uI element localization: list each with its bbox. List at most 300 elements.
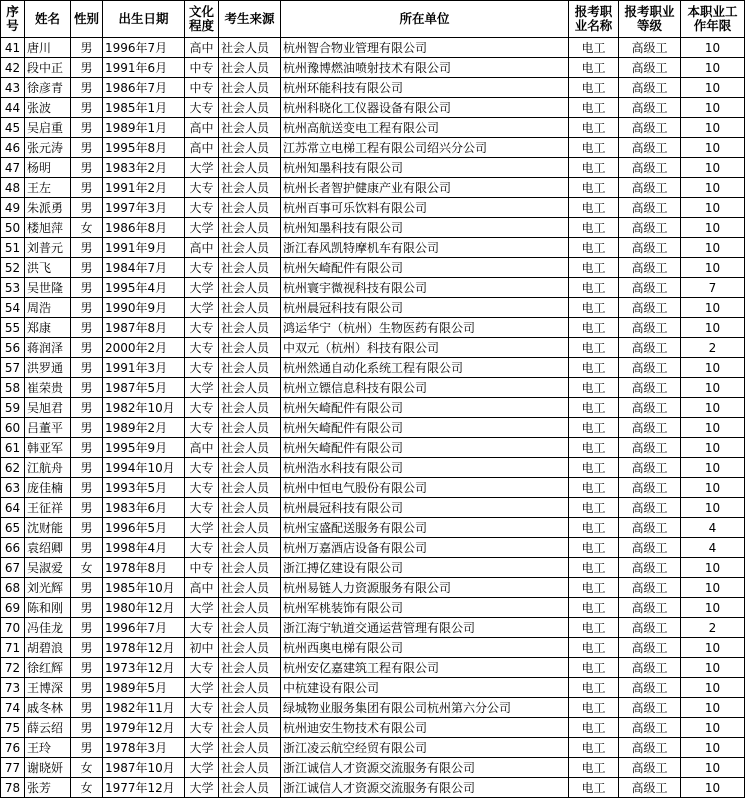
cell-name: 徐红辉 — [25, 658, 71, 678]
cell-gender: 男 — [71, 258, 103, 278]
cell-education: 高中 — [185, 438, 219, 458]
cell-birth: 1978年8月 — [103, 558, 185, 578]
cell-birth: 1978年3月 — [103, 738, 185, 758]
cell-education: 高中 — [185, 138, 219, 158]
cell-name: 刘光辉 — [25, 578, 71, 598]
header-row — [1, 1, 745, 38]
cell-employer: 杭州然通自动化系统工程有限公司 — [281, 358, 569, 378]
cell-years: 10 — [681, 558, 745, 578]
cell-employer: 杭州矢崎配件有限公司 — [281, 418, 569, 438]
cell-education: 大学 — [185, 158, 219, 178]
cell-birth: 1985年1月 — [103, 98, 185, 118]
cell-source: 社会人员 — [219, 278, 281, 298]
cell-level: 高级工 — [619, 738, 681, 758]
cell-level: 高级工 — [619, 638, 681, 658]
table-row — [1, 258, 745, 278]
cell-occupation: 电工 — [569, 518, 619, 538]
cell-name: 郑康 — [25, 318, 71, 338]
cell-source: 社会人员 — [219, 198, 281, 218]
cell-birth: 1987年10月 — [103, 758, 185, 778]
cell-occupation: 电工 — [569, 138, 619, 158]
cell-education: 初中 — [185, 638, 219, 658]
cell-level: 高级工 — [619, 678, 681, 698]
table-row — [1, 218, 745, 238]
cell-name: 冯佳龙 — [25, 618, 71, 638]
cell-years: 10 — [681, 698, 745, 718]
cell-level: 高级工 — [619, 38, 681, 58]
cell-employer: 杭州矢崎配件有限公司 — [281, 438, 569, 458]
cell-birth: 1982年10月 — [103, 398, 185, 418]
cell-seq: 46 — [1, 138, 25, 158]
cell-years: 10 — [681, 638, 745, 658]
cell-years: 7 — [681, 278, 745, 298]
cell-employer: 杭州豫博燃油喷射技术有限公司 — [281, 58, 569, 78]
cell-years: 10 — [681, 58, 745, 78]
table-row — [1, 118, 745, 138]
table-row — [1, 418, 745, 438]
cell-name: 洪飞 — [25, 258, 71, 278]
table-row — [1, 158, 745, 178]
cell-seq: 73 — [1, 678, 25, 698]
cell-employer: 浙江诚信人才资源交流服务有限公司 — [281, 778, 569, 798]
cell-name: 段中正 — [25, 58, 71, 78]
cell-seq: 65 — [1, 518, 25, 538]
cell-education: 大专 — [185, 358, 219, 378]
cell-name: 袁绍卿 — [25, 538, 71, 558]
cell-seq: 70 — [1, 618, 25, 638]
cell-education: 大专 — [185, 418, 219, 438]
cell-birth: 1997年3月 — [103, 198, 185, 218]
cell-birth: 1987年5月 — [103, 378, 185, 398]
cell-name: 庞佳楠 — [25, 478, 71, 498]
cell-birth: 1978年12月 — [103, 638, 185, 658]
cell-source: 社会人员 — [219, 658, 281, 678]
cell-birth: 1991年3月 — [103, 358, 185, 378]
cell-years: 10 — [681, 678, 745, 698]
cell-gender: 男 — [71, 658, 103, 678]
cell-occupation: 电工 — [569, 158, 619, 178]
cell-seq: 58 — [1, 378, 25, 398]
cell-name: 胡碧浪 — [25, 638, 71, 658]
cell-occupation: 电工 — [569, 598, 619, 618]
cell-education: 大学 — [185, 738, 219, 758]
cell-level: 高级工 — [619, 698, 681, 718]
cell-source: 社会人员 — [219, 578, 281, 598]
cell-name: 张元涛 — [25, 138, 71, 158]
cell-name: 崔荣贵 — [25, 378, 71, 398]
cell-gender: 男 — [71, 518, 103, 538]
cell-gender: 女 — [71, 758, 103, 778]
cell-level: 高级工 — [619, 98, 681, 118]
cell-years: 10 — [681, 498, 745, 518]
col-header-source: 考生来源 — [219, 1, 281, 38]
cell-employer: 杭州军桃装饰有限公司 — [281, 598, 569, 618]
cell-gender: 男 — [71, 618, 103, 638]
cell-birth: 1994年10月 — [103, 458, 185, 478]
cell-years: 10 — [681, 378, 745, 398]
cell-birth: 1983年6月 — [103, 498, 185, 518]
table-row — [1, 738, 745, 758]
cell-years: 4 — [681, 518, 745, 538]
cell-seq: 60 — [1, 418, 25, 438]
cell-seq: 56 — [1, 338, 25, 358]
cell-years: 10 — [681, 258, 745, 278]
cell-employer: 浙江凌云航空经贸有限公司 — [281, 738, 569, 758]
cell-employer: 浙江搏亿建设有限公司 — [281, 558, 569, 578]
cell-employer: 杭州易链人力资源服务有限公司 — [281, 578, 569, 598]
cell-education: 大专 — [185, 478, 219, 498]
cell-education: 中专 — [185, 58, 219, 78]
cell-gender: 男 — [71, 138, 103, 158]
cell-name: 吴淑爱 — [25, 558, 71, 578]
cell-level: 高级工 — [619, 378, 681, 398]
col-header-birth: 出生日期 — [103, 1, 185, 38]
cell-name: 杨明 — [25, 158, 71, 178]
cell-name: 张芳 — [25, 778, 71, 798]
cell-years: 10 — [681, 38, 745, 58]
cell-source: 社会人员 — [219, 38, 281, 58]
cell-birth: 1989年1月 — [103, 118, 185, 138]
cell-occupation: 电工 — [569, 298, 619, 318]
cell-education: 大学 — [185, 218, 219, 238]
table-row — [1, 638, 745, 658]
cell-birth: 1980年12月 — [103, 598, 185, 618]
cell-occupation: 电工 — [569, 578, 619, 598]
table-row — [1, 338, 745, 358]
cell-education: 大学 — [185, 598, 219, 618]
cell-years: 10 — [681, 718, 745, 738]
cell-gender: 男 — [71, 578, 103, 598]
cell-source: 社会人员 — [219, 398, 281, 418]
table-row — [1, 658, 745, 678]
cell-level: 高级工 — [619, 398, 681, 418]
cell-source: 社会人员 — [219, 718, 281, 738]
cell-occupation: 电工 — [569, 318, 619, 338]
cell-source: 社会人员 — [219, 478, 281, 498]
cell-years: 4 — [681, 538, 745, 558]
cell-gender: 男 — [71, 698, 103, 718]
cell-gender: 男 — [71, 358, 103, 378]
cell-source: 社会人员 — [219, 78, 281, 98]
cell-gender: 男 — [71, 198, 103, 218]
cell-gender: 男 — [71, 738, 103, 758]
cell-education: 大专 — [185, 178, 219, 198]
table-row — [1, 778, 745, 798]
cell-source: 社会人员 — [219, 138, 281, 158]
cell-level: 高级工 — [619, 138, 681, 158]
cell-birth: 1984年7月 — [103, 258, 185, 278]
cell-birth: 1991年9月 — [103, 238, 185, 258]
cell-occupation: 电工 — [569, 418, 619, 438]
cell-education: 大专 — [185, 698, 219, 718]
cell-years: 10 — [681, 758, 745, 778]
cell-source: 社会人员 — [219, 738, 281, 758]
cell-birth: 1986年8月 — [103, 218, 185, 238]
cell-source: 社会人员 — [219, 638, 281, 658]
cell-source: 社会人员 — [219, 158, 281, 178]
table-body — [1, 38, 745, 798]
table-row — [1, 718, 745, 738]
cell-gender: 男 — [71, 538, 103, 558]
cell-source: 社会人员 — [219, 598, 281, 618]
cell-gender: 男 — [71, 98, 103, 118]
cell-birth: 1983年2月 — [103, 158, 185, 178]
cell-employer: 杭州环能科技有限公司 — [281, 78, 569, 98]
cell-seq: 63 — [1, 478, 25, 498]
cell-source: 社会人员 — [219, 178, 281, 198]
cell-source: 社会人员 — [219, 758, 281, 778]
cell-gender: 男 — [71, 158, 103, 178]
cell-gender: 男 — [71, 418, 103, 438]
cell-source: 社会人员 — [219, 418, 281, 438]
cell-education: 高中 — [185, 578, 219, 598]
cell-employer: 杭州矢崎配件有限公司 — [281, 398, 569, 418]
cell-education: 高中 — [185, 238, 219, 258]
cell-seq: 76 — [1, 738, 25, 758]
cell-education: 大专 — [185, 198, 219, 218]
cell-source: 社会人员 — [219, 498, 281, 518]
cell-occupation: 电工 — [569, 778, 619, 798]
cell-birth: 1977年12月 — [103, 778, 185, 798]
cell-birth: 1973年12月 — [103, 658, 185, 678]
cell-education: 大学 — [185, 778, 219, 798]
table-row — [1, 758, 745, 778]
cell-occupation: 电工 — [569, 58, 619, 78]
cell-years: 10 — [681, 438, 745, 458]
cell-seq: 48 — [1, 178, 25, 198]
cell-employer: 杭州高航送变电工程有限公司 — [281, 118, 569, 138]
cell-level: 高级工 — [619, 598, 681, 618]
cell-level: 高级工 — [619, 618, 681, 638]
cell-seq: 71 — [1, 638, 25, 658]
cell-gender: 男 — [71, 498, 103, 518]
cell-source: 社会人员 — [219, 678, 281, 698]
cell-years: 10 — [681, 138, 745, 158]
cell-level: 高级工 — [619, 558, 681, 578]
cell-birth: 1982年11月 — [103, 698, 185, 718]
cell-employer: 杭州中恒电气股份有限公司 — [281, 478, 569, 498]
cell-employer: 杭州安亿嘉建筑工程有限公司 — [281, 658, 569, 678]
cell-name: 王博深 — [25, 678, 71, 698]
cell-education: 大专 — [185, 458, 219, 478]
cell-education: 大学 — [185, 278, 219, 298]
cell-name: 王征祥 — [25, 498, 71, 518]
cell-seq: 52 — [1, 258, 25, 278]
cell-occupation: 电工 — [569, 758, 619, 778]
table-row — [1, 238, 745, 258]
cell-years: 10 — [681, 158, 745, 178]
cell-occupation: 电工 — [569, 78, 619, 98]
cell-employer: 杭州宝盛配送服务有限公司 — [281, 518, 569, 538]
cell-employer: 杭州长者智护健康产业有限公司 — [281, 178, 569, 198]
cell-name: 周浩 — [25, 298, 71, 318]
cell-occupation: 电工 — [569, 618, 619, 638]
cell-gender: 男 — [71, 398, 103, 418]
cell-gender: 男 — [71, 678, 103, 698]
cell-years: 10 — [681, 578, 745, 598]
cell-education: 高中 — [185, 118, 219, 138]
cell-level: 高级工 — [619, 318, 681, 338]
cell-years: 10 — [681, 118, 745, 138]
cell-employer: 绿城物业服务集团有限公司杭州第六分公司 — [281, 698, 569, 718]
cell-occupation: 电工 — [569, 198, 619, 218]
cell-employer: 杭州迪安生物技术有限公司 — [281, 718, 569, 738]
cell-employer: 杭州百事可乐饮料有限公司 — [281, 198, 569, 218]
cell-gender: 男 — [71, 58, 103, 78]
cell-level: 高级工 — [619, 298, 681, 318]
cell-education: 大学 — [185, 518, 219, 538]
cell-name: 陈和刚 — [25, 598, 71, 618]
cell-employer: 浙江海宁轨道交通运营管理有限公司 — [281, 618, 569, 638]
cell-source: 社会人员 — [219, 258, 281, 278]
table-row — [1, 458, 745, 478]
cell-level: 高级工 — [619, 758, 681, 778]
cell-occupation: 电工 — [569, 718, 619, 738]
cell-occupation: 电工 — [569, 378, 619, 398]
cell-gender: 男 — [71, 78, 103, 98]
cell-name: 张波 — [25, 98, 71, 118]
cell-education: 大学 — [185, 378, 219, 398]
cell-name: 唐川 — [25, 38, 71, 58]
cell-years: 10 — [681, 78, 745, 98]
cell-seq: 42 — [1, 58, 25, 78]
cell-name: 徐彦青 — [25, 78, 71, 98]
cell-gender: 男 — [71, 298, 103, 318]
cell-occupation: 电工 — [569, 438, 619, 458]
cell-name: 刘普元 — [25, 238, 71, 258]
col-header-employer: 所在单位 — [281, 1, 569, 38]
cell-employer: 杭州知墨科技有限公司 — [281, 158, 569, 178]
cell-birth: 1991年2月 — [103, 178, 185, 198]
table-row — [1, 38, 745, 58]
cell-gender: 男 — [71, 38, 103, 58]
table-row — [1, 558, 745, 578]
cell-education: 大学 — [185, 298, 219, 318]
cell-occupation: 电工 — [569, 458, 619, 478]
cell-level: 高级工 — [619, 218, 681, 238]
cell-source: 社会人员 — [219, 618, 281, 638]
cell-gender: 男 — [71, 458, 103, 478]
cell-years: 10 — [681, 98, 745, 118]
cell-level: 高级工 — [619, 778, 681, 798]
cell-years: 10 — [681, 658, 745, 678]
cell-name: 沈财能 — [25, 518, 71, 538]
cell-level: 高级工 — [619, 458, 681, 478]
cell-occupation: 电工 — [569, 218, 619, 238]
cell-years: 10 — [681, 218, 745, 238]
cell-occupation: 电工 — [569, 258, 619, 278]
col-header-level: 报考职业等级 — [619, 1, 681, 38]
col-header-education: 文化程度 — [185, 1, 219, 38]
cell-education: 大专 — [185, 98, 219, 118]
cell-seq: 67 — [1, 558, 25, 578]
cell-years: 10 — [681, 418, 745, 438]
cell-birth: 1996年5月 — [103, 518, 185, 538]
cell-gender: 男 — [71, 318, 103, 338]
cell-gender: 男 — [71, 478, 103, 498]
cell-source: 社会人员 — [219, 558, 281, 578]
cell-employer: 中双元（杭州）科技有限公司 — [281, 338, 569, 358]
cell-name: 吴启重 — [25, 118, 71, 138]
table-row — [1, 378, 745, 398]
cell-seq: 78 — [1, 778, 25, 798]
cell-gender: 男 — [71, 378, 103, 398]
cell-seq: 47 — [1, 158, 25, 178]
col-header-years: 本职业工作年限 — [681, 1, 745, 38]
cell-seq: 64 — [1, 498, 25, 518]
table-row — [1, 198, 745, 218]
cell-level: 高级工 — [619, 158, 681, 178]
cell-employer: 杭州浩水科技有限公司 — [281, 458, 569, 478]
cell-name: 楼旭萍 — [25, 218, 71, 238]
table-row — [1, 578, 745, 598]
cell-seq: 75 — [1, 718, 25, 738]
cell-gender: 男 — [71, 638, 103, 658]
cell-birth: 1989年5月 — [103, 678, 185, 698]
cell-occupation: 电工 — [569, 338, 619, 358]
cell-gender: 男 — [71, 118, 103, 138]
cell-education: 中专 — [185, 78, 219, 98]
cell-education: 大专 — [185, 338, 219, 358]
cell-birth: 1990年9月 — [103, 298, 185, 318]
cell-years: 2 — [681, 338, 745, 358]
cell-birth: 1979年12月 — [103, 718, 185, 738]
cell-years: 10 — [681, 198, 745, 218]
cell-gender: 男 — [71, 238, 103, 258]
table-row — [1, 98, 745, 118]
cell-employer: 杭州知墨科技有限公司 — [281, 218, 569, 238]
cell-gender: 女 — [71, 558, 103, 578]
cell-seq: 69 — [1, 598, 25, 618]
cell-employer: 杭州寰宇微视科技有限公司 — [281, 278, 569, 298]
cell-seq: 74 — [1, 698, 25, 718]
cell-source: 社会人员 — [219, 218, 281, 238]
table-row — [1, 318, 745, 338]
cell-source: 社会人员 — [219, 538, 281, 558]
cell-name: 谢晓妍 — [25, 758, 71, 778]
cell-gender: 男 — [71, 438, 103, 458]
table-row — [1, 698, 745, 718]
cell-birth: 1985年10月 — [103, 578, 185, 598]
table-row — [1, 278, 745, 298]
cell-employer: 杭州矢崎配件有限公司 — [281, 258, 569, 278]
cell-birth: 1998年4月 — [103, 538, 185, 558]
cell-birth: 2000年2月 — [103, 338, 185, 358]
cell-occupation: 电工 — [569, 698, 619, 718]
cell-birth: 1986年7月 — [103, 78, 185, 98]
cell-years: 10 — [681, 458, 745, 478]
cell-birth: 1987年8月 — [103, 318, 185, 338]
cell-level: 高级工 — [619, 258, 681, 278]
cell-employer: 杭州智合物业管理有限公司 — [281, 38, 569, 58]
col-header-gender: 性别 — [71, 1, 103, 38]
col-header-occupation: 报考职业名称 — [569, 1, 619, 38]
cell-level: 高级工 — [619, 78, 681, 98]
cell-source: 社会人员 — [219, 698, 281, 718]
cell-level: 高级工 — [619, 538, 681, 558]
cell-source: 社会人员 — [219, 318, 281, 338]
cell-name: 吴旭君 — [25, 398, 71, 418]
cell-years: 10 — [681, 738, 745, 758]
col-header-seq: 序号 — [1, 1, 25, 38]
cell-education: 大专 — [185, 318, 219, 338]
cell-gender: 男 — [71, 718, 103, 738]
cell-seq: 49 — [1, 198, 25, 218]
cell-seq: 45 — [1, 118, 25, 138]
cell-education: 大专 — [185, 658, 219, 678]
cell-employer: 杭州立镖信息科技有限公司 — [281, 378, 569, 398]
table-row — [1, 58, 745, 78]
